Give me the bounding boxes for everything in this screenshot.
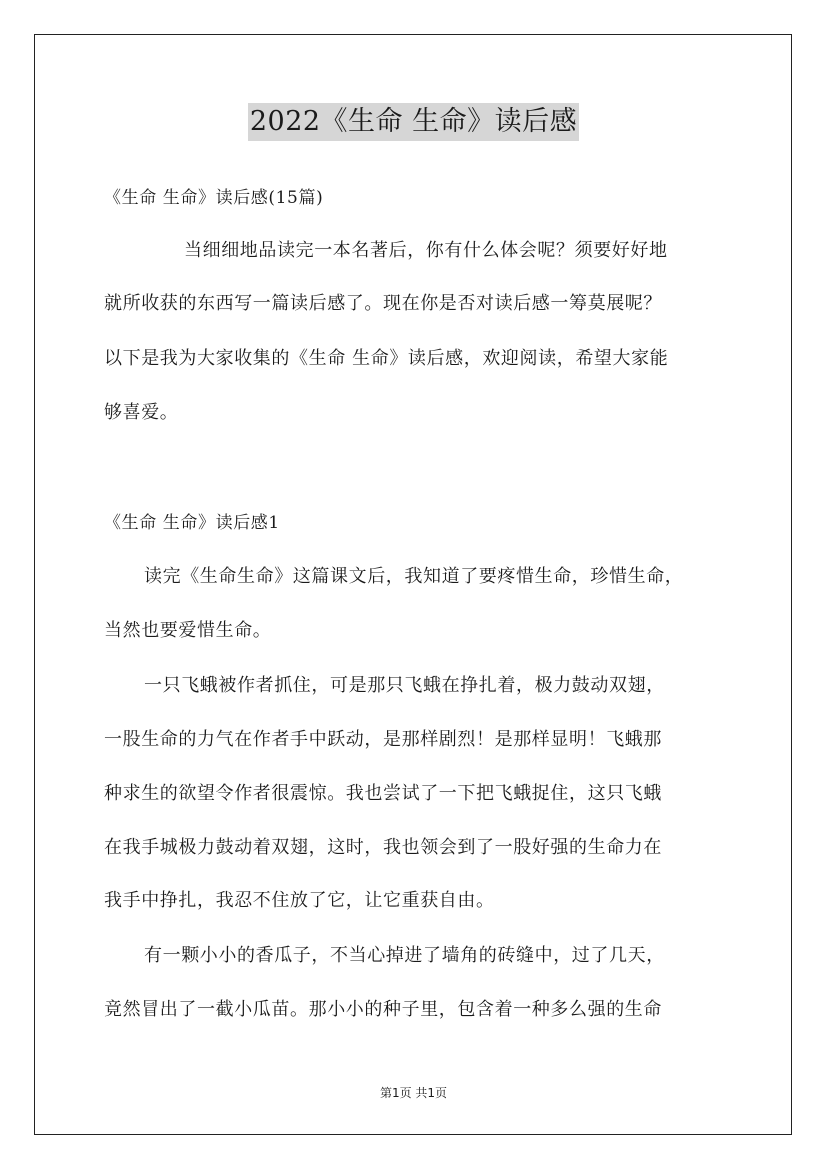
page-number: 第1页 共1页 [379, 1086, 448, 1100]
body-line: 读完《生命生命》这篇课文后，我知道了要疼惜生命，珍惜生命， [144, 566, 684, 587]
body-line: 在我手城极力鼓动着双翅，这时，我也领会到了一股好强的生命力在 [104, 837, 662, 858]
body-line: 一只飞蛾被作者抓住，可是那只飞蛾在挣扎着，极力鼓动双翅， [144, 675, 665, 696]
intro-line: 就所收获的东西写一篇读后感了。现在你是否对读后感一筹莫展呢？ [104, 293, 662, 314]
body-line: 我手中挣扎，我忍不住放了它，让它重获自由。 [104, 890, 495, 911]
body-line: 一股生命的力气在作者手中跃动，是那样剧烈！是那样显明！飞蛾那 [104, 729, 662, 750]
intro-line: 以下是我为大家收集的《生命 生命》读后感，欢迎阅读，希望大家能 [104, 348, 669, 369]
body-line: 种求生的欲望令作者很震惊。我也尝试了一下把飞蛾捉住，这只飞蛾 [104, 783, 662, 804]
body-line: 竟然冒出了一截小瓜苗。那小小的种子里，包含着一种多么强的生命 [104, 999, 662, 1020]
body-line: 有一颗小小的香瓜子，不当心掉进了墙角的砖缝中，过了几天， [144, 945, 665, 966]
intro-line: 当细细地品读完一本名著后，你有什么体会呢？须要好好地 [184, 240, 668, 261]
document-title: 2022《生命 生命》读后感 [248, 103, 579, 141]
document-subtitle: 《生命 生命》读后感(15篇) [104, 188, 324, 208]
title-container [0, 103, 827, 141]
body-line: 当然也要爱惜生命。 [104, 620, 272, 641]
section-heading: 《生命 生命》读后感1 [104, 513, 280, 533]
intro-line: 够喜爱。 [104, 402, 179, 423]
